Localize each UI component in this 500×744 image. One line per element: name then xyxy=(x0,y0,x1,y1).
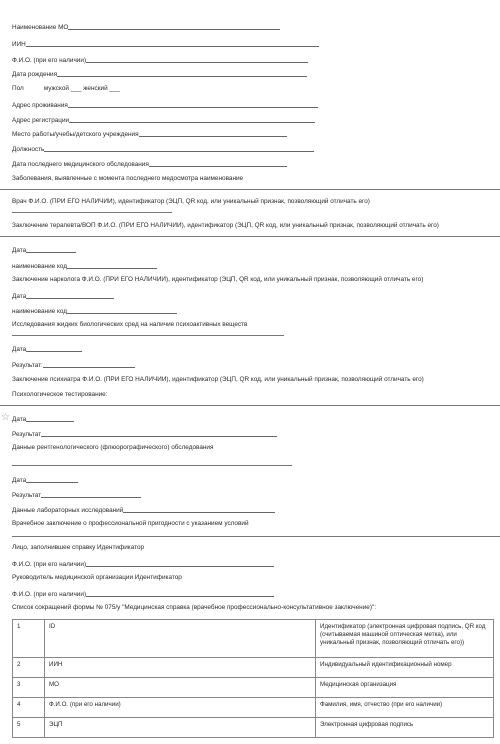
field-filler: Лицо, заполнившее справку Идентификатор xyxy=(12,544,145,551)
address-living-line[interactable] xyxy=(68,100,318,108)
field-birth-date: Дата рождения xyxy=(12,69,307,79)
therapist-code-line[interactable] xyxy=(67,261,157,269)
field-last-exam-date: Дата последнего медицинского обследования xyxy=(12,159,287,169)
abbr-list-title: Список сокращений формы № 075/у "Медицинская справка (врачебное профессионально-консультативное заключение)": xyxy=(12,604,376,611)
full-name-cell: Идентификатор (электронная цифровая подпись, QR код (считываемая машиной оптическая метка), или уникальный признак, позволяющий отличать его)) xyxy=(316,620,494,658)
field-lab: Данные лабораторных исследований xyxy=(12,505,275,515)
field-bio-date: Дата xyxy=(12,344,82,354)
birth-date-line[interactable] xyxy=(57,69,307,77)
field-filler-fio: Ф.И.О. (при его наличии) xyxy=(12,559,274,569)
work-place-line[interactable] xyxy=(139,129,287,137)
field-therapist-code: наименование код xyxy=(12,261,157,271)
field-head: Руководитель медицинской организации Идентификатор xyxy=(12,574,182,581)
xray-result-line[interactable] xyxy=(41,490,141,498)
field-bio-fluids: Исследования жидких биологических сред на наличие психоактивных веществ xyxy=(12,321,248,328)
address-registration-line[interactable] xyxy=(69,115,315,123)
abbr-cell: ID xyxy=(45,620,316,658)
abbreviations-table xyxy=(12,619,494,738)
full-name-cell: Электронная цифровая подпись xyxy=(316,718,494,738)
field-xray-result: Результат xyxy=(12,490,141,500)
full-name-cell: Медицинская организация xyxy=(316,678,494,698)
field-doctor: Врач Ф.И.О. (ПРИ ЕГО НАЛИЧИИ), идентификатор (ЭЦП, QR код, или уникальный признак, позволяющий отличать его) xyxy=(12,198,370,205)
xray-date-line[interactable] xyxy=(26,475,78,483)
field-xray: Данные рентгенологического (флюорографического) обследования xyxy=(12,444,214,451)
narcologist-date-line[interactable] xyxy=(26,291,114,299)
head-fio-line[interactable] xyxy=(86,589,274,597)
full-name-cell: Индивидуальный идентификационный номер xyxy=(316,658,494,678)
abbr-cell: ИИН xyxy=(45,658,316,678)
field-narcologist: Заключение нарколога Ф.И.О. (ПРИ ЕГО НАЛИЧИИ), идентификатор (ЭЦП, QR код, или уникальный признак, позволяющий отличать его) xyxy=(12,276,424,283)
psych-date-line[interactable] xyxy=(26,414,74,422)
table-row xyxy=(13,718,494,738)
psych-test-line[interactable] xyxy=(0,405,500,406)
field-address-living: Адрес проживания xyxy=(12,100,318,110)
table-row xyxy=(13,658,494,678)
lab-line[interactable] xyxy=(123,505,275,513)
position-line[interactable] xyxy=(44,144,314,152)
field-narcologist-code: наименование код xyxy=(12,306,177,316)
row-number: 2 xyxy=(13,658,45,678)
field-position: Должность xyxy=(12,144,314,154)
doctor-line[interactable] xyxy=(12,212,172,213)
field-iin: ИИН xyxy=(12,39,319,49)
sex-options[interactable]: мужской ___ женский ___ xyxy=(43,85,121,92)
field-fio: Ф.И.О. (при его наличии) xyxy=(12,55,308,65)
table-row xyxy=(13,678,494,698)
row-number: 1 xyxy=(13,620,45,658)
iin-line[interactable] xyxy=(26,39,319,47)
table-row xyxy=(13,620,494,658)
field-psychiatrist: Заключение психиатра Ф.И.О. (ПРИ ЕГО НАЛИЧИИ), идентификатор (ЭЦП, QR код, или уникальный признак, позволяющий отличать его) xyxy=(12,376,424,383)
field-psych-result: Результат xyxy=(12,429,277,439)
field-psych-test: Психологическое тестирование: xyxy=(12,391,108,398)
field-sex: Пол мужской ___ женский ___ xyxy=(12,85,121,92)
conclusion-line[interactable] xyxy=(12,536,500,537)
filler-fio-line[interactable] xyxy=(86,559,274,567)
bio-date-line[interactable] xyxy=(26,344,82,352)
field-conclusion: Врачебное заключение о профессиональной пригодности с указанием условий xyxy=(12,520,249,527)
field-address-registration: Адрес регистрации xyxy=(12,115,315,125)
narcologist-code-line[interactable] xyxy=(67,306,177,314)
field-head-fio: Ф.И.О. (при его наличии) xyxy=(12,589,274,599)
field-name-mo: Наименование МО xyxy=(12,22,280,32)
row-number: 5 xyxy=(13,718,45,738)
field-bio-result: Результат: xyxy=(12,360,135,370)
psych-result-line[interactable] xyxy=(41,429,277,437)
row-number: 3 xyxy=(13,678,45,698)
therapist-line[interactable] xyxy=(0,236,500,237)
bio-result-line[interactable] xyxy=(43,360,135,368)
field-xray-date: Дата xyxy=(12,475,78,485)
abbr-cell: ЭЦП xyxy=(45,718,316,738)
xray-line[interactable] xyxy=(12,465,292,466)
field-therapist-date: Дата xyxy=(12,245,76,255)
field-work-place: Место работы/учебы/детского учреждения xyxy=(12,129,287,139)
star-icon[interactable]: ☆ xyxy=(1,412,10,423)
field-diseases: Заболевания, выявленные с момента последнего медосмотра наименование xyxy=(12,175,244,182)
name-mo-line[interactable] xyxy=(68,22,280,30)
therapist-date-line[interactable] xyxy=(26,245,76,253)
fio-line[interactable] xyxy=(86,55,308,63)
last-exam-date-line[interactable] xyxy=(149,159,287,167)
row-number: 4 xyxy=(13,698,45,718)
abbr-cell: Ф.И.О. (при его наличии) xyxy=(45,698,316,718)
diseases-line[interactable] xyxy=(0,189,500,190)
abbr-cell: МО xyxy=(45,678,316,698)
field-psych-date: Дата xyxy=(12,414,74,424)
full-name-cell: Фамилия, имя, отчество (при его наличии) xyxy=(316,698,494,718)
field-narcologist-date: Дата xyxy=(12,291,114,301)
bio-fluids-line[interactable] xyxy=(12,335,284,336)
field-therapist: Заключение терапевта/ВОП Ф.И.О. (ПРИ ЕГО НАЛИЧИИ), идентификатор (ЭЦП, QR код, или уникальный признак, позволяющий отличать его) xyxy=(12,222,439,229)
table-row xyxy=(13,698,494,718)
